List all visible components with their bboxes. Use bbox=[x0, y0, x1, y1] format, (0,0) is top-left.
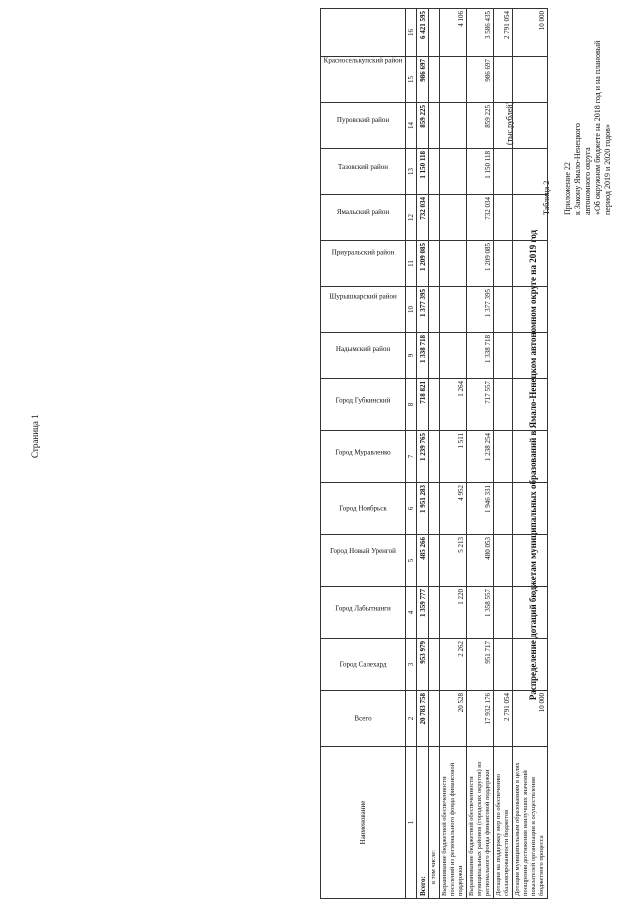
column-header bbox=[321, 287, 406, 333]
total-cell: 1 338 718 bbox=[417, 333, 429, 379]
value-cell: 1 209 085 bbox=[467, 241, 494, 287]
value-cell bbox=[494, 639, 513, 691]
value-cell: 732 034 bbox=[467, 195, 494, 241]
column-number: 6 bbox=[406, 483, 417, 535]
empty-cell bbox=[429, 57, 440, 103]
column-number-row bbox=[406, 9, 417, 899]
row-name-cell: Дотации на поддержку мер по обеспечению сбалансированности бюджетов bbox=[494, 747, 513, 899]
column-header-label: Шурышкарский район bbox=[329, 292, 397, 301]
value-cell bbox=[513, 241, 548, 287]
row-name-cell: Дотации муниципальным образованиям в целях поощрения достижения наилучших значений показателей организации и осуществления бюджетного процесса bbox=[513, 747, 548, 899]
column-header bbox=[321, 195, 406, 241]
column-header-label: Город Ноябрьск bbox=[339, 504, 387, 513]
value-cell bbox=[440, 57, 467, 103]
appendix-line: Приложение 22 bbox=[563, 162, 572, 215]
column-header-label: Надымский район bbox=[335, 344, 391, 353]
column-header bbox=[321, 9, 406, 57]
column-number: 8 bbox=[406, 379, 417, 431]
value-cell: 2 791 054 bbox=[494, 691, 513, 747]
column-header-label: Город Салехард bbox=[339, 660, 387, 669]
value-cell bbox=[513, 57, 548, 103]
column-header-label: Ямальский район bbox=[336, 207, 390, 216]
total-cell: 485 266 bbox=[417, 535, 429, 587]
value-cell: 2 262 bbox=[440, 639, 467, 691]
value-cell: 4 106 bbox=[440, 9, 467, 57]
value-cell: 4 952 bbox=[440, 483, 467, 535]
value-cell bbox=[440, 287, 467, 333]
total-cell: 1 359 777 bbox=[417, 587, 429, 639]
column-header bbox=[321, 483, 406, 535]
total-cell: 1 209 085 bbox=[417, 241, 429, 287]
empty-cell bbox=[429, 287, 440, 333]
total-cell: 953 979 bbox=[417, 639, 429, 691]
value-cell bbox=[440, 103, 467, 149]
value-cell bbox=[513, 535, 548, 587]
subsidy-table bbox=[320, 8, 548, 899]
column-header-label: Всего bbox=[354, 714, 372, 723]
column-header bbox=[321, 379, 406, 431]
column-number: 13 bbox=[406, 149, 417, 195]
appendix-line: период 2019 и 2020 годов» bbox=[603, 124, 612, 215]
value-cell bbox=[513, 287, 548, 333]
empty-cell bbox=[429, 587, 440, 639]
column-header bbox=[321, 535, 406, 587]
value-cell bbox=[494, 57, 513, 103]
empty-cell bbox=[429, 535, 440, 587]
value-cell bbox=[494, 587, 513, 639]
value-cell bbox=[494, 431, 513, 483]
column-header-label: Тазовский район bbox=[337, 162, 389, 171]
value-cell bbox=[494, 483, 513, 535]
value-cell bbox=[494, 241, 513, 287]
total-cell: 20 783 758 bbox=[417, 691, 429, 747]
value-cell: 1 338 718 bbox=[467, 333, 494, 379]
value-cell bbox=[513, 195, 548, 241]
column-header-label: Город Лабытнанги bbox=[335, 604, 391, 613]
total-cell: 1 150 118 bbox=[417, 149, 429, 195]
empty-cell bbox=[429, 431, 440, 483]
header-row bbox=[321, 9, 406, 899]
value-cell: 2 791 054 bbox=[494, 9, 513, 57]
subheader-row bbox=[429, 9, 440, 899]
table-number: Таблица 2 bbox=[542, 180, 551, 215]
value-cell: 951 717 bbox=[467, 639, 494, 691]
subheader-label: в том числе: bbox=[429, 747, 440, 899]
column-header bbox=[321, 57, 406, 103]
column-header-label: Город Новый Уренгой bbox=[330, 547, 396, 556]
value-cell bbox=[440, 333, 467, 379]
value-cell bbox=[513, 333, 548, 379]
total-cell: 986 697 bbox=[417, 57, 429, 103]
column-header-label: Город Муравленко bbox=[335, 448, 391, 457]
empty-cell bbox=[429, 149, 440, 195]
appendix-line: «Об окружном бюджете на 2018 год и на плановый bbox=[593, 40, 602, 215]
column-header-label: Красноселькупский район bbox=[323, 56, 403, 65]
empty-cell bbox=[429, 639, 440, 691]
value-cell bbox=[494, 287, 513, 333]
total-cell: 859 225 bbox=[417, 103, 429, 149]
column-number: 10 bbox=[406, 287, 417, 333]
column-header bbox=[321, 103, 406, 149]
value-cell bbox=[494, 195, 513, 241]
total-cell: Всего: bbox=[417, 747, 429, 899]
column-header bbox=[321, 587, 406, 639]
column-number: 3 bbox=[406, 639, 417, 691]
value-cell: 10 000 bbox=[513, 9, 548, 57]
empty-cell bbox=[429, 379, 440, 431]
value-cell: 859 225 bbox=[467, 103, 494, 149]
table-row bbox=[513, 9, 548, 899]
column-header bbox=[321, 639, 406, 691]
value-cell: 17 932 176 bbox=[467, 691, 494, 747]
total-cell: 1 951 283 bbox=[417, 483, 429, 535]
total-cell: 1 239 765 bbox=[417, 431, 429, 483]
column-number: 11 bbox=[406, 241, 417, 287]
total-cell: 732 034 bbox=[417, 195, 429, 241]
value-cell bbox=[494, 149, 513, 195]
column-number: 4 bbox=[406, 587, 417, 639]
column-number: 2 bbox=[406, 691, 417, 747]
value-cell: 1 238 254 bbox=[467, 431, 494, 483]
column-header-label: Город Губкинский bbox=[335, 396, 391, 405]
value-cell bbox=[440, 195, 467, 241]
empty-cell bbox=[429, 103, 440, 149]
units-label: (тыс.рублей) bbox=[505, 101, 514, 145]
appendix-line: автономного округа bbox=[583, 147, 592, 215]
value-cell bbox=[513, 103, 548, 149]
column-number: 14 bbox=[406, 103, 417, 149]
value-cell: 1 264 bbox=[440, 379, 467, 431]
value-cell: 480 053 bbox=[467, 535, 494, 587]
value-cell: 1 220 bbox=[440, 587, 467, 639]
value-cell bbox=[494, 103, 513, 149]
value-cell: 1 377 395 bbox=[467, 287, 494, 333]
value-cell bbox=[440, 241, 467, 287]
value-cell: 986 697 bbox=[467, 57, 494, 103]
column-header-label: Пуровский район bbox=[336, 115, 390, 124]
empty-cell bbox=[429, 691, 440, 747]
column-number: 9 bbox=[406, 333, 417, 379]
value-cell: 20 528 bbox=[440, 691, 467, 747]
value-cell bbox=[513, 483, 548, 535]
empty-cell bbox=[429, 195, 440, 241]
column-number: 5 bbox=[406, 535, 417, 587]
value-cell: 1 358 557 bbox=[467, 587, 494, 639]
total-row bbox=[417, 9, 429, 899]
column-number: 7 bbox=[406, 431, 417, 483]
total-cell: 6 421 595 bbox=[417, 9, 429, 57]
value-cell bbox=[513, 587, 548, 639]
value-cell: 1 150 118 bbox=[467, 149, 494, 195]
total-cell: 1 377 395 bbox=[417, 287, 429, 333]
column-header bbox=[321, 431, 406, 483]
value-cell: 5 213 bbox=[440, 535, 467, 587]
value-cell bbox=[494, 379, 513, 431]
column-header bbox=[321, 691, 406, 747]
value-cell bbox=[440, 149, 467, 195]
column-number: 15 bbox=[406, 57, 417, 103]
column-header-label: Приуральский район bbox=[331, 248, 395, 257]
table-row bbox=[494, 9, 513, 899]
value-cell: 1 946 331 bbox=[467, 483, 494, 535]
column-number: 1 bbox=[406, 747, 417, 899]
row-name-cell: Выравнивание бюджетной обеспеченности муниципальных районов (городских округов) из регионального фонда финансовой поддержки bbox=[467, 747, 494, 899]
value-cell bbox=[513, 379, 548, 431]
column-header bbox=[321, 241, 406, 287]
value-cell: 10 000 bbox=[513, 691, 548, 747]
page-number-label: Страница 1 bbox=[30, 414, 40, 458]
column-header-label: Наименование bbox=[359, 800, 367, 845]
column-number: 16 bbox=[406, 9, 417, 57]
value-cell bbox=[494, 535, 513, 587]
value-cell bbox=[513, 639, 548, 691]
value-cell bbox=[513, 149, 548, 195]
column-header bbox=[321, 333, 406, 379]
table-row bbox=[440, 9, 467, 899]
value-cell: 3 586 435 bbox=[467, 9, 494, 57]
value-cell bbox=[494, 333, 513, 379]
table-row bbox=[467, 9, 494, 899]
empty-cell bbox=[429, 483, 440, 535]
empty-cell bbox=[429, 333, 440, 379]
empty-cell bbox=[429, 241, 440, 287]
column-header bbox=[321, 149, 406, 195]
value-cell bbox=[513, 431, 548, 483]
row-name-cell: Выравнивание бюджетной обеспеченности поселений из регионального фонда финансовой поддержки bbox=[440, 747, 467, 899]
appendix-line: к Закону Ямало-Ненецкого bbox=[573, 123, 582, 215]
value-cell: 717 557 bbox=[467, 379, 494, 431]
empty-cell bbox=[429, 9, 440, 57]
column-number: 12 bbox=[406, 195, 417, 241]
appendix-note bbox=[563, 41, 613, 215]
value-cell: 1 511 bbox=[440, 431, 467, 483]
column-header bbox=[321, 747, 406, 899]
document-title: Распределение дотаций бюджетам муниципальных образований в Ямало-Ненецком автономном округе на 2019 год bbox=[528, 229, 538, 701]
total-cell: 718 821 bbox=[417, 379, 429, 431]
